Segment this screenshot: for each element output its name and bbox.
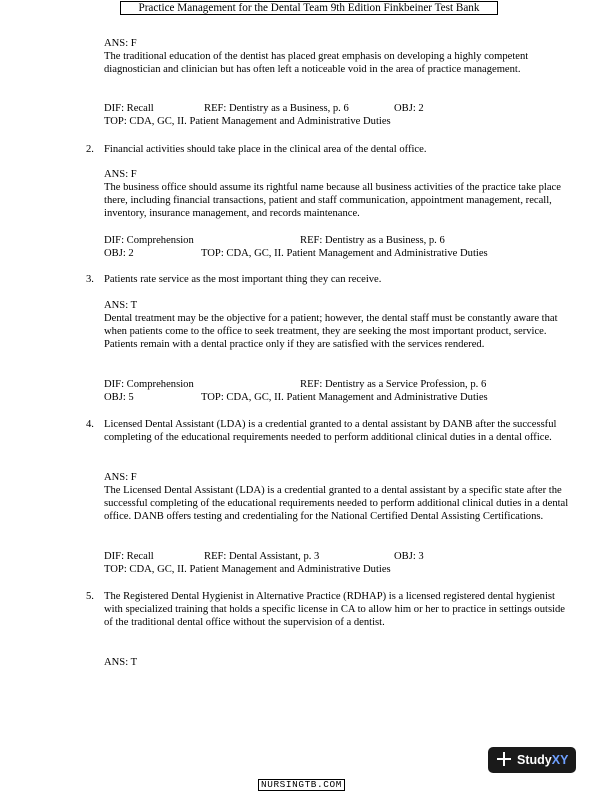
- obj-2: OBJ: 2: [104, 248, 134, 259]
- explanation-3: Dental treatment may be the objective for a patient; however, the dental staff must be constantly aware that when patients come to the office to seek treatment, they are seeking the most important product, service. Patients remain with a dental practice only if they are satisfied with the services rendered.: [104, 313, 558, 350]
- ref-4: REF: Dental Assistant, p. 3: [204, 551, 320, 562]
- question-text-3: Patients rate service as the most important thing they can receive.: [104, 274, 382, 285]
- brand-main: Study: [517, 753, 552, 767]
- ref-2: REF: Dentistry as a Business, p. 6: [300, 235, 445, 246]
- explanation-4: The Licensed Dental Assistant (LDA) is a credential granted to a dental assistant by a specific state after the successful completing of the educational requirements needed to perform additional clinical duties in a dental office. DANB offers testing and credentialing for the National Certified Dental Assisting Certifications.: [104, 485, 569, 522]
- answer-2: ANS: F: [104, 169, 137, 180]
- question-text-4: Licensed Dental Assistant (LDA) is a credential granted to a dental assistant by DANB after the successful completing of the educational requirements needed to perform additional clinical duties in a dental office.: [104, 419, 557, 443]
- top-2: TOP: CDA, GC, II. Patient Management and Administrative Duties: [201, 248, 488, 259]
- answer-3: ANS: T: [104, 300, 138, 311]
- obj-4: OBJ: 3: [394, 551, 424, 562]
- top-3: TOP: CDA, GC, II. Patient Management and Administrative Duties: [201, 392, 488, 403]
- question-number-2: 2.: [86, 144, 94, 155]
- dif-3: DIF: Comprehension: [104, 379, 194, 390]
- question-number-5: 5.: [86, 591, 94, 602]
- answer-5: ANS: T: [104, 657, 138, 668]
- question-number-4: 4.: [86, 419, 94, 430]
- top-1: TOP: CDA, GC, II. Patient Management and Administrative Duties: [104, 116, 391, 127]
- explanation-1: The traditional education of the dentist has placed great emphasis on developing a highly competent diagnostician and clinician but has often left a noticeable void in the area of practice management.: [104, 51, 529, 75]
- page-header-title: Practice Management for the Dental Team 9th Edition Finkbeiner Test Bank: [120, 1, 498, 15]
- footer-watermark: NURSINGTB.COM: [258, 779, 345, 791]
- answer-4: ANS: F: [104, 472, 137, 483]
- question-number-3: 3.: [86, 274, 94, 285]
- studyxy-badge[interactable]: [488, 747, 576, 773]
- brand-accent: XY: [551, 753, 569, 767]
- top-4: TOP: CDA, GC, II. Patient Management and Administrative Duties: [104, 564, 391, 575]
- question-text-2: Financial activities should take place in the clinical area of the dental office.: [104, 144, 427, 155]
- ref-3: REF: Dentistry as a Service Profession, p. 6: [300, 379, 487, 390]
- dif-2: DIF: Comprehension: [104, 235, 194, 246]
- dif-4: DIF: Recall: [104, 551, 154, 562]
- studyxy-brand: [517, 753, 568, 767]
- plus-icon: [496, 751, 512, 767]
- answer-1: ANS: F: [104, 38, 137, 49]
- obj-3: OBJ: 5: [104, 392, 134, 403]
- explanation-2: The business office should assume its rightful name because all business activities of the practice take place there, including financial transactions, patient and staff communication, appointment management, recall, inventory, insurance management, and records maintenance.: [104, 182, 561, 219]
- question-text-5: The Registered Dental Hygienist in Alternative Practice (RDHAP) is a licensed registered dental hygienist with specialized training that holds a specific license in CA to allow him or her to practice in settings outside of the traditional dental office without the supervision of a dentist.: [104, 591, 566, 628]
- dif-1: DIF: Recall: [104, 103, 154, 114]
- ref-1: REF: Dentistry as a Business, p. 6: [204, 103, 349, 114]
- obj-1: OBJ: 2: [394, 103, 424, 114]
